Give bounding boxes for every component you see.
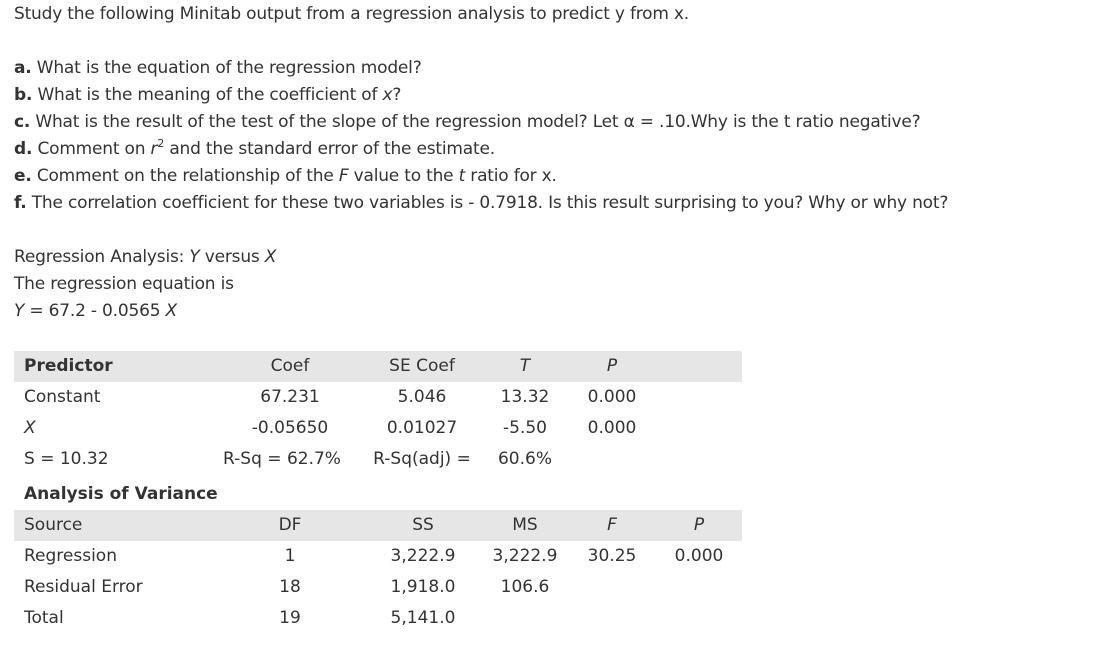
output-title-x: X [264,247,277,267]
question-e-end: ratio for x. [465,166,557,186]
question-e-mid: value to the [348,166,459,186]
anova-header-df: DF [278,515,302,535]
equation-y: Y [14,301,25,321]
question-d-exp: 2 [157,137,165,150]
question-a-label: a. [14,58,32,78]
summary-rsq-adj-value: 60.6% [497,449,553,469]
question-c-label: c. [14,112,31,132]
anova-cell-df: 18 [279,577,301,597]
anova-cell-df: 19 [279,608,301,628]
anova-cell-ms: 3,222.9 [492,546,558,566]
question-d-label: d. [14,139,33,159]
anova-cell-ss: 3,222.9 [390,546,456,566]
question-b [14,85,401,105]
equation-x: X [165,301,177,321]
anova-cell-ms: 106.6 [500,577,550,597]
anova-header-ss: SS [412,515,434,535]
summary-rsq: R-Sq = 62.7% [223,449,341,469]
regression-equation [14,301,177,321]
anova-header-ms: MS [512,515,538,535]
coef-header-secoef: SE Coef [389,356,455,376]
question-f [14,193,948,213]
coef-header-p: P [606,356,618,376]
summary-s: S = 10.32 [24,449,109,469]
coef-cell-secoef: 0.01027 [386,418,458,438]
question-f-label: f. [14,193,27,213]
question-d-text: Comment on [37,139,151,159]
question-d-r: r [150,139,158,159]
anova-cell-source: Regression [24,546,117,566]
coef-cell-secoef: 5.046 [397,387,447,407]
intro-text: Study the following Minitab output from a regression analysis to predict y from x. [14,4,689,24]
anova-cell-ss: 5,141.0 [390,608,456,628]
question-c [14,112,920,132]
question-a [14,58,422,78]
question-e-F: F [338,166,349,186]
anova-title: Analysis of Variance [24,484,218,504]
coef-cell-predictor: X [24,418,36,438]
output-title-pre: Regression Analysis: [14,247,190,267]
summary-rsq-adj-label: R-Sq(adj) = [373,449,471,469]
anova-cell-ss: 1,918.0 [390,577,456,597]
anova-cell-p: 0.000 [674,546,724,566]
coef-cell-predictor: Constant [24,387,101,407]
coef-cell-p: 0.000 [587,418,637,438]
output-title-mid: versus [199,247,265,267]
question-b-end: ? [392,85,402,105]
question-b-text: What is the meaning of the coefficient of [37,85,383,105]
output-title [14,247,276,267]
question-d [14,139,495,159]
coef-header-t: T [519,356,531,376]
coef-cell-t: 13.32 [500,387,550,407]
question-a-text: What is the equation of the regression model? [36,58,422,78]
question-b-label: b. [14,85,33,105]
anova-cell-f: 30.25 [587,546,637,566]
equation-body: = 67.2 - 0.0565 [24,301,166,321]
anova-header-row [14,510,742,541]
question-c-text: What is the result of the test of the slope of the regression model? Let α = .10.Why is the t ratio negative? [35,112,921,132]
anova-cell-df: 1 [284,546,296,566]
equation-heading: The regression equation is [14,274,234,294]
coef-header-row [14,351,742,382]
question-e-t: t [458,166,466,186]
coef-header-coef: Coef [270,356,310,376]
question-e-text: Comment on the relationship of the [36,166,339,186]
anova-cell-source: Residual Error [24,577,143,597]
question-f-text: The correlation coefficient for these two variables is - 0.7918. Is this result surprising to you? Why or why not? [31,193,949,213]
coef-cell-p: 0.000 [587,387,637,407]
question-b-var: x [382,85,393,105]
coef-cell-coef: 67.231 [260,387,320,407]
question-e [14,166,557,186]
coef-cell-t: -5.50 [503,418,547,438]
question-e-label: e. [14,166,32,186]
output-title-y: Y [189,247,200,267]
anova-header-p: P [693,515,705,535]
anova-cell-source: Total [24,608,64,628]
coef-cell-coef: -0.05650 [251,418,329,438]
anova-header-f: F [607,515,617,535]
anova-header-source: Source [24,515,83,535]
coef-header-predictor: Predictor [24,356,113,376]
question-d-end: and the standard error of the estimate. [164,139,495,159]
